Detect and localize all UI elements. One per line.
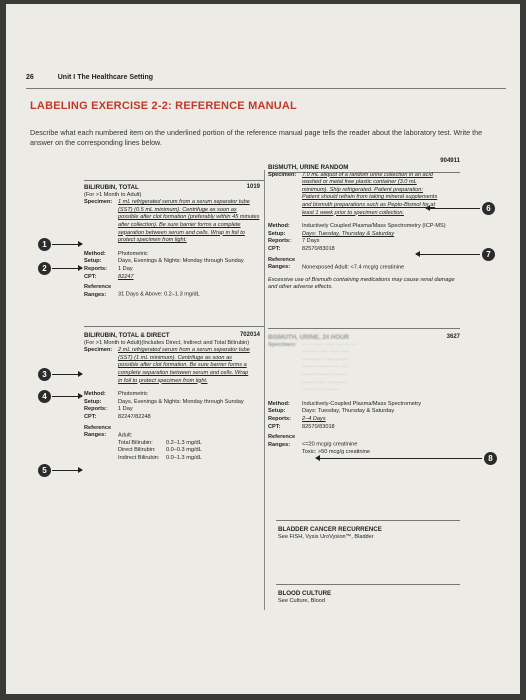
setup-label: Setup: (84, 398, 102, 405)
reference-row: Indirect Bilirubin: 0.0–1.3 mg/dL (118, 454, 202, 461)
method-value: Inductively Coupled Plasma/Mass Spectrometry (ICP-MS) (302, 223, 446, 230)
reports-label: Reports: (268, 415, 291, 422)
reference-adult: Adult: (118, 432, 133, 439)
test-title: BLADDER CANCER RECURRENCE (278, 526, 382, 533)
callout-marker: 3 (38, 368, 51, 381)
setup-label: Setup: (268, 408, 286, 415)
cpt-value: 82247/82248 (118, 413, 151, 420)
specimen-obscured: ······ ······ ···· ······ (302, 379, 348, 386)
specimen-line: and bismuth preparations such as Pepto-Bismol for at (302, 201, 436, 208)
reference-value: <=20 mcg/g creatinine (302, 441, 358, 448)
callout-marker: 2 (38, 262, 51, 275)
callout-marker: 1 (38, 238, 51, 251)
reports-value: 7 Days (302, 238, 320, 245)
reports-label: Reports: (84, 406, 107, 413)
method-value: Photometric (118, 250, 148, 257)
cpt-value: 82570/83018 (302, 245, 335, 252)
specimen-line: protect specimen from light. (118, 237, 187, 244)
age-range: (For >1 Month to Adult)(Includes Direct, Indirect and Total Bilirubin) (84, 339, 250, 346)
setup-label: Setup: (84, 258, 102, 265)
page-header (26, 74, 153, 81)
specimen-line: after collection). Be sure barrier forms a complete (118, 221, 241, 228)
test-code: 1019 (246, 184, 260, 190)
reference-value: Toxic: >50 mcg/g creatinine (302, 449, 370, 456)
specimen-label: Specimen: (268, 171, 297, 178)
reference-row: Direct Bilirubin: 0.0–0.3 mg/dL (118, 447, 202, 454)
specimen-line: 2 mL refrigerated serum from a serum separator tube (118, 347, 250, 354)
method-label: Method: (268, 223, 290, 230)
entry-bilirubin-total (84, 184, 260, 299)
blood-rule (276, 584, 460, 585)
entry-bismuth-urine-24hour (268, 334, 460, 457)
specimen-label: Specimen: (84, 347, 113, 354)
specimen-line: Patient should refrain from taking mineral supplements (302, 194, 438, 201)
method-label: Method: (268, 400, 290, 407)
specimen-line: 1 mL refrigerated serum from a serum separator tube (118, 199, 250, 206)
cpt-label: CPT: (84, 413, 97, 420)
setup-value: Days, Evenings & Nights: Monday through Sunday (118, 258, 244, 265)
clinical-note: Excessive use of Bismuth containing medications may cause renal damage and other adverse effects. (268, 276, 455, 291)
callout-marker: 5 (38, 464, 51, 477)
callout-arrow (52, 244, 82, 245)
specimen-line: complete separation between serum and cells. Wrap (118, 369, 249, 376)
cpt-label: CPT: (84, 273, 97, 280)
cross-reference: See Culture, Blood (278, 597, 325, 604)
reference-value: Nonexposed Adult: <7.4 mcg/g creatinine (302, 264, 405, 271)
specimen-line: in foil to protect specimen from light. (118, 377, 208, 384)
callout-marker: 4 (38, 390, 51, 403)
specimen-line: possible after clot formation. Be sure barrier forms a (118, 362, 247, 369)
specimen-line: possible after clot formation (preferably within 45 minutes (118, 214, 260, 221)
callout-marker: 8 (484, 452, 497, 465)
specimen-obscured: ····· ······ ····· ······· (302, 356, 350, 363)
reports-label: Reports: (268, 238, 291, 245)
callout-marker: 6 (482, 202, 495, 215)
setup-label: Setup: (268, 230, 286, 237)
box-divider-right (268, 328, 460, 329)
method-value: Inductively-Coupled Plasma/Mass Spectrometry (302, 400, 422, 407)
specimen-line: separation between serum and cells. Wrap in foil to (118, 229, 245, 236)
specimen-line: 7.0 mL aliquot of a random urine collection in an acid (302, 171, 433, 178)
entry-blood-culture (278, 590, 458, 605)
test-code: 904911 (440, 158, 460, 164)
reference-manual-page (6, 4, 520, 694)
cpt-label: CPT: (268, 245, 281, 252)
reference-label: Reference Ranges: (84, 284, 112, 298)
callout-arrow (52, 396, 82, 397)
specimen-label: Specimen: (268, 341, 297, 348)
reference-row: Total Bilirubin: 0.2–1.3 mg/dL (118, 439, 202, 446)
cpt-label: CPT: (268, 423, 281, 430)
setup-value: Days: Tuesday, Thursday & Saturday (302, 408, 395, 415)
reference-label: Reference Ranges: (268, 434, 296, 448)
page-number: 26 (26, 74, 34, 81)
age-range: (For >1 Month to Adult) (84, 191, 142, 198)
reference-label: Reference Ranges: (268, 256, 296, 271)
entry-bilirubin-total-direct (84, 332, 260, 463)
specimen-line: washed or metal free plastic container (3.0 mL (302, 179, 417, 186)
header-rule (26, 88, 506, 89)
unit-title: Unit I The Healthcare Setting (57, 74, 154, 81)
reference-label: Reference Ranges: (84, 424, 112, 439)
callout-arrow (52, 268, 82, 269)
specimen-obscured: ········ ······ ········ (302, 371, 347, 378)
specimen-label: Specimen: (84, 199, 113, 206)
entry-bismuth-urine-random (268, 158, 460, 292)
setup-value: Days: Tuesday, Thursday & Saturday (302, 230, 395, 237)
specimen-obscured: ······ ········ ···· ···· (302, 364, 348, 371)
method-label: Method: (84, 250, 106, 257)
cpt-value: 82570/83018 (302, 423, 335, 430)
reports-value: 2–4 Days (302, 415, 326, 422)
specimen-line: (SST) (1 mL minimum). Centrifuge as soon as (118, 354, 232, 361)
test-title: BILIRUBIN, TOTAL (84, 184, 139, 191)
reports-label: Reports: (84, 265, 107, 272)
exercise-title: LABELING EXERCISE 2-2: REFERENCE MANUAL (30, 100, 297, 112)
callout-arrow (52, 470, 82, 471)
callout-arrow (416, 254, 480, 255)
callout-marker: 7 (482, 248, 495, 261)
method-label: Method: (84, 391, 106, 398)
specimen-line: least 1 week prior to specimen collection. (302, 209, 404, 216)
test-code: 3627 (446, 334, 460, 340)
bladder-rule (276, 520, 460, 521)
reports-value: 1 Day (118, 406, 133, 413)
test-title: BILIRUBIN, TOTAL & DIRECT (84, 332, 170, 339)
test-title: BISMUTH, URINE RANDOM (268, 164, 349, 171)
test-title: BLOOD CULTURE (278, 590, 332, 597)
box-divider-left (84, 326, 264, 327)
specimen-line: (SST) (0.5 mL minimum). Centrifuge as soon as (118, 206, 237, 213)
cpt-value: 82247 (118, 273, 134, 280)
test-code: 702014 (239, 332, 260, 338)
column-divider (264, 170, 265, 610)
test-title: BISMUTH, URINE, 24 HOUR (268, 334, 350, 341)
exercise-instructions: Describe what each numbered item on the underlined portion of the reference manual page tells the reader about the laboratory test. Write the answer on the corresponding lines below. (30, 128, 483, 147)
method-value: Photometric (118, 391, 148, 398)
reference-value: 31 Days & Above: 0.2–1.3 mg/dL (118, 291, 200, 298)
box-top-left (84, 180, 264, 181)
setup-value: Days, Evenings & Nights: Monday through Sunday (118, 398, 244, 405)
entry-bladder-cancer (278, 526, 458, 541)
specimen-obscured: ····· ····· ········ (302, 387, 339, 394)
cross-reference: See FISH, Vysis UroVysion™, Bladder (278, 533, 374, 540)
callout-arrow (52, 374, 82, 375)
specimen-obscured: ········· ···· ····· ····· (302, 349, 350, 356)
reports-value: 1 Day (118, 265, 133, 272)
callout-arrow (316, 458, 482, 459)
specimen-obscured: ··· ·· ····· ····· ···· ·· ···· (302, 341, 358, 348)
callout-arrow (426, 208, 480, 209)
specimen-line: minimum). Ship refrigerated. Patient preparation: (302, 186, 423, 193)
